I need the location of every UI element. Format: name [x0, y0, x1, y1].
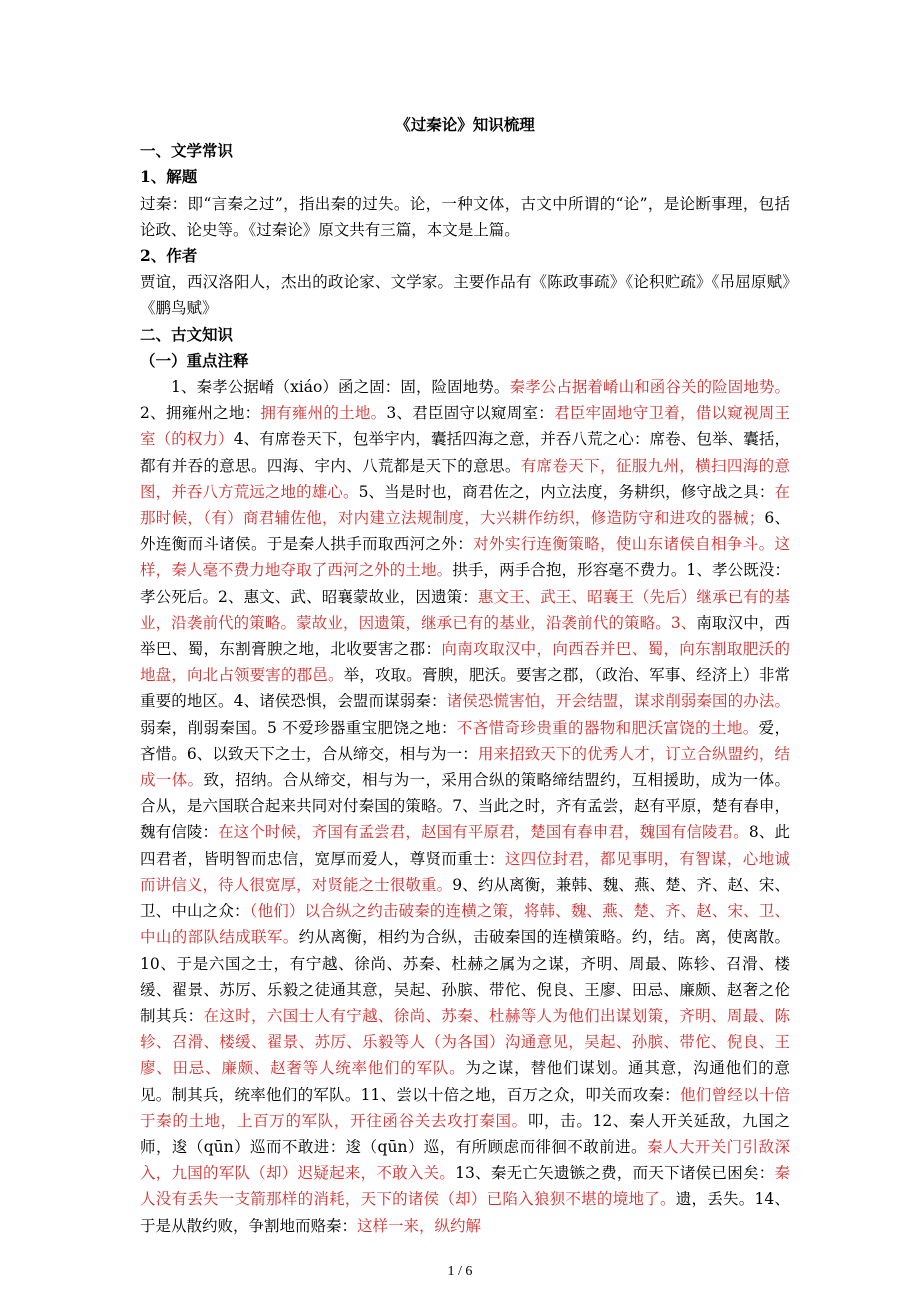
source-text: 4、有席卷天下，包举宇内，囊括四海之意，并吞八荒之心：席卷、包举、囊括，都有并吞的意思。四海、宇内、八荒都是天下的意思。 [140, 430, 790, 475]
source-text: 约从离衡，相约为合纵，击破秦国的连横策略。约，结。离，使离散。10、于是六国之士，有宁越、徐尚、苏秦、杜赫之属为之谋，齐明、周最、陈轸、召滑、楼缓、翟景、苏厉、乐毅之徒通其意，吴起、孙膑、带佗、倪良、王廖、田忌、廉颇、赵奢之伦制其兵： [140, 928, 790, 1025]
translation-text: 秦人没有丢失一支箭那样的消耗，天下的诸侯（却）已陷入狼狈不堪的境地了。 [140, 1164, 790, 1209]
subheading-title-explanation: 1、解题 [140, 167, 198, 187]
translation-text: 不吝惜奇珍贵重的器物和肥沃富饶的土地。 [456, 718, 759, 737]
source-text: 13、秦无亡矢遗镞之费，而天下诸侯已困矣： [455, 1164, 775, 1183]
source-text: 南取汉中，西举巴、蜀，东割膏腴之地，北收要害之郡： [140, 613, 790, 659]
translation-text: 诸侯恐慌害怕，开会结盟，谋求削弱秦国的办法。 [446, 692, 790, 711]
translation-text: 君臣牢固地守卫着，借以窥视周王室（的权力） [140, 404, 790, 449]
source-text: 拱手，两手合抱，形容毫不费力。1、孝公既没：孝公死后。2、惠文、武、昭襄蒙故业，因遗策： [140, 561, 790, 606]
translation-text: 有席卷天下，征服九州，横扫四海的意图，并吞八方荒远之地的雄心。 [140, 456, 790, 501]
translation-text: 在这时，六国士人有宁越、徐尚、苏秦、杜赫等人为他们出谋划策，齐明、周最、陈轸、召滑、楼缓、翟景、苏厉、乐毅等人（为各国）沟通意见，吴起、孙膑、带佗、倪良、王廖、田忌、廉颇、赵奢等人统率他们的军队。 [140, 1006, 790, 1078]
source-text: 2、拥雍州之地： [140, 404, 261, 423]
source-text: 叩，击。12、秦人开关延敌，九国之师，逡（qūn）巡而不敢进：逡（qūn）巡，有所顾虑而徘徊不敢前进。 [140, 1111, 790, 1156]
translation-text: 向南攻取汉中，向西吞并巴、蜀，向东割取肥沃的地盘，向北占领要害的郡邑。 [140, 640, 790, 685]
section-heading-classical: 二、古文知识 [140, 324, 234, 344]
paragraph-author: 贾谊，西汉洛阳人，杰出的政论家、文学家。主要作品有《陈政事疏》《论积贮疏》《吊屈原赋》《鹏鸟赋》 [140, 273, 790, 318]
document-page [140, 112, 790, 1239]
source-text: 为之谋，替他们谋划。通其意，沟通他们的意见。制其兵，统率他们的军队。11、尝以十倍之地，百万之众，叩关而攻秦： [140, 1059, 790, 1104]
source-text: 致，招纳。合从缔交，相与为一，采用合纵的策略缔结盟约，互相援助，成为一体。合从，是六国联合起来共同对付秦国的策略。7、当此之时，齐有孟尝，赵有平原，楚有春申，魏有信陵： [140, 771, 790, 842]
subheading-key-notes: （一）重点注释 [140, 350, 249, 370]
source-text: 举，攻取。膏腴，肥沃。要害之郡，（政治、军事、经济上）非常重要的地区。4、诸侯恐惧，会盟而谋弱秦： [140, 666, 790, 711]
translation-text: 在这个时候，齐国有孟尝君，赵国有平原君，楚国有春申君，魏国有信陵君。 [218, 823, 749, 842]
translation-text: 这样一来，纵约解 [357, 1216, 482, 1235]
source-text: 9、约从离衡，兼韩、魏、燕、楚、齐、赵、宋、卫、中山之众： [140, 875, 790, 921]
translation-text: 对外实行连衡策略，使山东诸侯自相争斗。这样，秦人毫不费力地夺取了西河之外的土地。 [140, 535, 790, 580]
translation-text: 拥有雍州的土地。 [260, 404, 387, 423]
subheading-author: 2、作者 [140, 246, 198, 266]
source-text: 3、君臣固守以窥周室： [386, 404, 554, 423]
translation-text: 秦人大开关门引敌深入，九国的军队（却）迟疑起来，不敢入关。 [140, 1137, 790, 1183]
source-text: 5、当是时也，商君佐之，内立法度，务耕织，修守战之具： [358, 482, 775, 501]
translation-text: 用来招致天下的优秀人才，订立合纵盟约，结成一体。 [140, 744, 790, 790]
source-text: 1、秦孝公据崤（xiáo）函之固：固，险固地势。 [171, 378, 510, 397]
page-number: 1 / 6 [447, 1264, 473, 1279]
source-text: 6、外连衡而斗诸侯。于是秦人拱手而取西河之外： [140, 509, 790, 554]
translation-text: 他们曾经以十倍于秦的土地，上百万的军队，开往函谷关去攻打秦国。 [140, 1085, 790, 1130]
section-heading-literary: 一、文学常识 [140, 141, 234, 161]
paragraph-title-explanation: 过秦：即“言秦之过”，指出秦的过失。论，一种文体，古文中所谓的“论”，是论断事理，包括论政、论史等。《过秦论》原文共有三篇，本文是上篇。 [140, 194, 790, 239]
key-notes-paragraph [140, 374, 790, 1239]
translation-text: 秦孝公占据着崤山和函谷关的险固地势。 [509, 378, 790, 397]
source-text: 弱秦，削弱秦国。5 不爱珍器重宝肥饶之地： [140, 718, 457, 737]
source-text: 爱，吝惜。6、以致天下之士，合从缔交，相与为一： [140, 718, 790, 763]
document-title: 《过秦论》知识梳理 [395, 115, 535, 134]
source-text: 8、此四君者，皆明智而忠信，宽厚而爱人，尊贤而重士： [140, 823, 790, 868]
translation-text: 在那时候，（有）商君辅佐他，对内建立法规制度，大兴耕作纺织，修造防守和进攻的器械； [140, 482, 790, 528]
translation-text: 这四位封君，都见事明，有智谋，心地诚而讲信义，待人很宽厚，对贤能之士很敬重。 [140, 849, 790, 894]
translation-text: （他们）以合纵之约击破秦的连横之策，将韩、魏、燕、楚、齐、赵、宋、卫、中山的部队结成联军。 [140, 902, 790, 947]
translation-text: 惠文王、武王、昭襄王（先后）继承已有的基业，沿袭前代的策略。蒙故业，因遗策，继承已有的基业，沿袭前代的策略。3、 [140, 587, 790, 632]
source-text: 遗，丢失。14、于是从散约败，争割地而赂秦： [140, 1190, 790, 1235]
